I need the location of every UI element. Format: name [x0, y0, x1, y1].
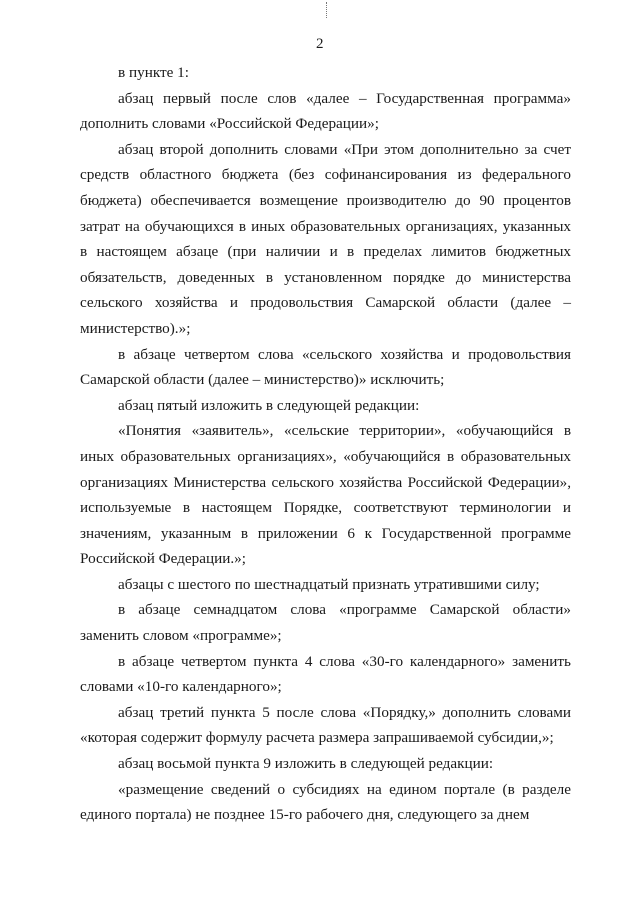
document-body	[80, 60, 571, 828]
scan-artifact-mark	[326, 2, 331, 18]
paragraph-5: абзац пятый изложить в следующей редакции:	[118, 396, 420, 414]
page-number: 2	[316, 36, 324, 52]
paragraph-12: «размещение сведений о субсидиях на едином портале (в разделе единого портала) не позднее 15-го рабочего дня, следующего за днем	[80, 780, 571, 824]
paragraph-11: абзац восьмой пункта 9 изложить в следующей редакции:	[118, 755, 494, 773]
paragraph-10: абзац третий пункта 5 после слова «Порядку,» дополнить словами «которая содержит формулу расчета размера запрашиваемой субсидии,»;	[80, 703, 571, 747]
paragraph-7: абзацы с шестого по шестнадцатый признать утратившими силу;	[118, 575, 540, 593]
paragraph-6: «Понятия «заявитель», «сельские территории», «обучающийся в иных образовательных организациях», «обучающийся в образовательных организациях Министерства сельского хозяйства Российской Федерации», используемые в настоящем Порядке, соответствуют терминологии и значениям, указанным в приложении 6 к Государственной программе Российской Федерации.»;	[80, 422, 571, 568]
paragraph-3: абзац второй дополнить словами «При этом дополнительно за счет средств областного бюджета (без софинансирования из федерального бюджета) обеспечивается возмещение производителю до 90 процентов затрат на обучающихся в иных образовательных организациях, указанных в настоящем абзаце (при наличии и в пределах лимитов бюджетных обязательств, доведенных в установленном порядке до министерства сельского хозяйства и продовольствия Самарской области (далее – министерство).»;	[80, 140, 571, 337]
paragraph-9: в абзаце четвертом пункта 4 слова «30-го календарного» заменить словами «10-го календарного»;	[80, 652, 571, 696]
paragraph-8: в абзаце семнадцатом слова «программе Самарской области» заменить словом «программе»;	[80, 601, 571, 645]
paragraph-2: абзац первый после слов «далее – Государственная программа» дополнить словами «Российской Федерации»;	[80, 89, 571, 133]
paragraph-4: в абзаце четвертом слова «сельского хозяйства и продовольствия Самарской области (далее – министерство)» исключить;	[80, 345, 571, 389]
paragraph-1: в пункте 1:	[118, 64, 189, 81]
